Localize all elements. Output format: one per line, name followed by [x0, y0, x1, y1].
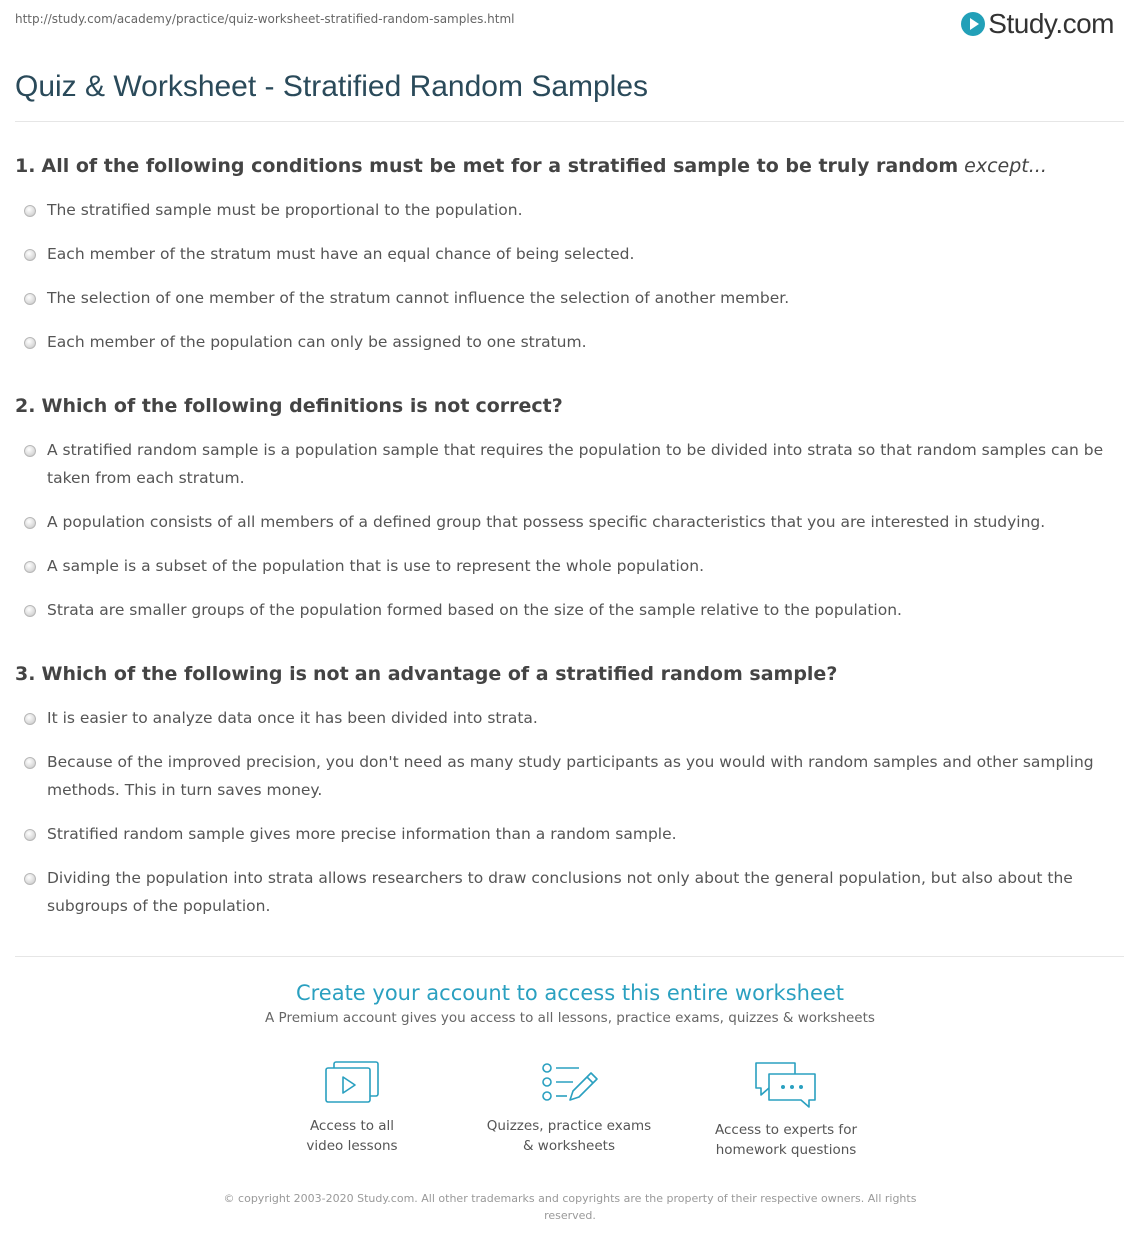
q3-option-4-radio[interactable] [24, 873, 36, 885]
q2-option-3-radio[interactable] [24, 561, 36, 573]
question-2-number: 2. [15, 395, 36, 417]
question-3-text-after: an advantage of a stratified random sample? [354, 663, 838, 685]
question-1-number: 1. [15, 155, 36, 177]
q1-option-3[interactable]: The selection of one member of the stratum cannot influence the selection of another member. [47, 289, 790, 307]
q1-option-2[interactable]: Each member of the stratum must have an equal chance of being selected. [47, 245, 635, 263]
question-3 [15, 663, 837, 685]
q3-option-1[interactable]: It is easier to analyze data once it has been divided into strata. [47, 709, 538, 727]
q3-option-1-radio[interactable] [24, 713, 36, 725]
copyright-line1: © copyright 2003-2020 Study.com. All other trademarks and copyrights are the property of their respective owners. All rights [223, 1192, 917, 1205]
chat-bubbles-icon [753, 1060, 819, 1110]
q3-option-3[interactable]: Stratified random sample gives more precise information than a random sample. [47, 825, 677, 843]
cta-divider [15, 956, 1124, 957]
question-1-emphasis: except... [964, 155, 1047, 177]
feature-video-line2: video lessons [306, 1138, 398, 1154]
premium-description: A Premium account gives you access to all lessons, practice exams, quizzes & worksheets [265, 1010, 875, 1026]
question-3-number: 3. [15, 663, 36, 685]
logo-text: Study.com [988, 8, 1114, 39]
question-2-text-after: correct? [475, 395, 563, 417]
q3-option-2[interactable]: Because of the improved precision, you don't need as many study participants as you would with random samples and other sampling methods. This in turn saves money. [47, 753, 1094, 799]
q2-option-3[interactable]: A sample is a subset of the population that is use to represent the whole population. [47, 557, 705, 575]
feature-video-lessons [252, 1060, 452, 1156]
question-3-bold: not [313, 663, 349, 685]
q3-option-3-radio[interactable] [24, 829, 36, 841]
page-title: Quiz & Worksheet - Stratified Random Samples [15, 70, 649, 103]
q2-option-2-radio[interactable] [24, 517, 36, 529]
q1-option-3-radio[interactable] [24, 293, 36, 305]
question-3-text-before: Which of the following is [41, 663, 307, 685]
page-url: http://study.com/academy/practice/quiz-worksheet-stratified-random-samples.html [15, 12, 515, 26]
feature-quizzes-line1: Quizzes, practice exams [486, 1118, 652, 1134]
q3-option-4[interactable]: Dividing the population into strata allows researchers to draw conclusions not only about the general population, but also about the subgroups of the population. [47, 869, 1073, 915]
copyright-line2: reserved. [544, 1209, 596, 1222]
feature-experts-line1: Access to experts for [714, 1122, 857, 1138]
create-account-link[interactable]: Create your account to access this entire worksheet [295, 981, 845, 1005]
q1-option-1[interactable]: The stratified sample must be proportional to the population. [47, 201, 523, 219]
question-1-text: All of the following conditions must be met for a stratified sample to be truly random [41, 155, 959, 177]
feature-video-line1: Access to all [309, 1118, 395, 1134]
title-divider [15, 121, 1124, 122]
q2-option-1-radio[interactable] [24, 445, 36, 457]
q1-option-2-radio[interactable] [24, 249, 36, 261]
q1-option-4[interactable]: Each member of the population can only be assigned to one stratum. [47, 333, 587, 351]
study-logo[interactable] [961, 8, 1114, 40]
question-2-text-before: Which of the following definitions is [41, 395, 428, 417]
q2-option-4-radio[interactable] [24, 605, 36, 617]
feature-experts-line2: homework questions [715, 1142, 857, 1158]
q2-option-4[interactable]: Strata are smaller groups of the population formed based on the size of the sample relative to the population. [47, 601, 902, 619]
feature-quizzes [469, 1060, 669, 1156]
q3-option-2-radio[interactable] [24, 757, 36, 769]
feature-quizzes-line2: & worksheets [522, 1138, 615, 1154]
question-2 [15, 395, 563, 417]
q1-option-4-radio[interactable] [24, 337, 36, 349]
q2-option-1[interactable]: A stratified random sample is a population sample that requires the population to be divided into strata so that random samples can be taken from each stratum. [47, 441, 1104, 487]
question-1 [15, 155, 1047, 177]
feature-experts [686, 1060, 886, 1160]
video-lessons-icon [322, 1060, 382, 1106]
q2-option-2[interactable]: A population consists of all members of a defined group that possess specific characteristics that you are interested in studying. [47, 513, 1046, 531]
question-2-bold: not [433, 395, 470, 417]
copyright [220, 1190, 920, 1224]
q1-option-1-radio[interactable] [24, 205, 36, 217]
play-logo-icon [961, 12, 985, 36]
quiz-checklist-icon [539, 1060, 599, 1106]
